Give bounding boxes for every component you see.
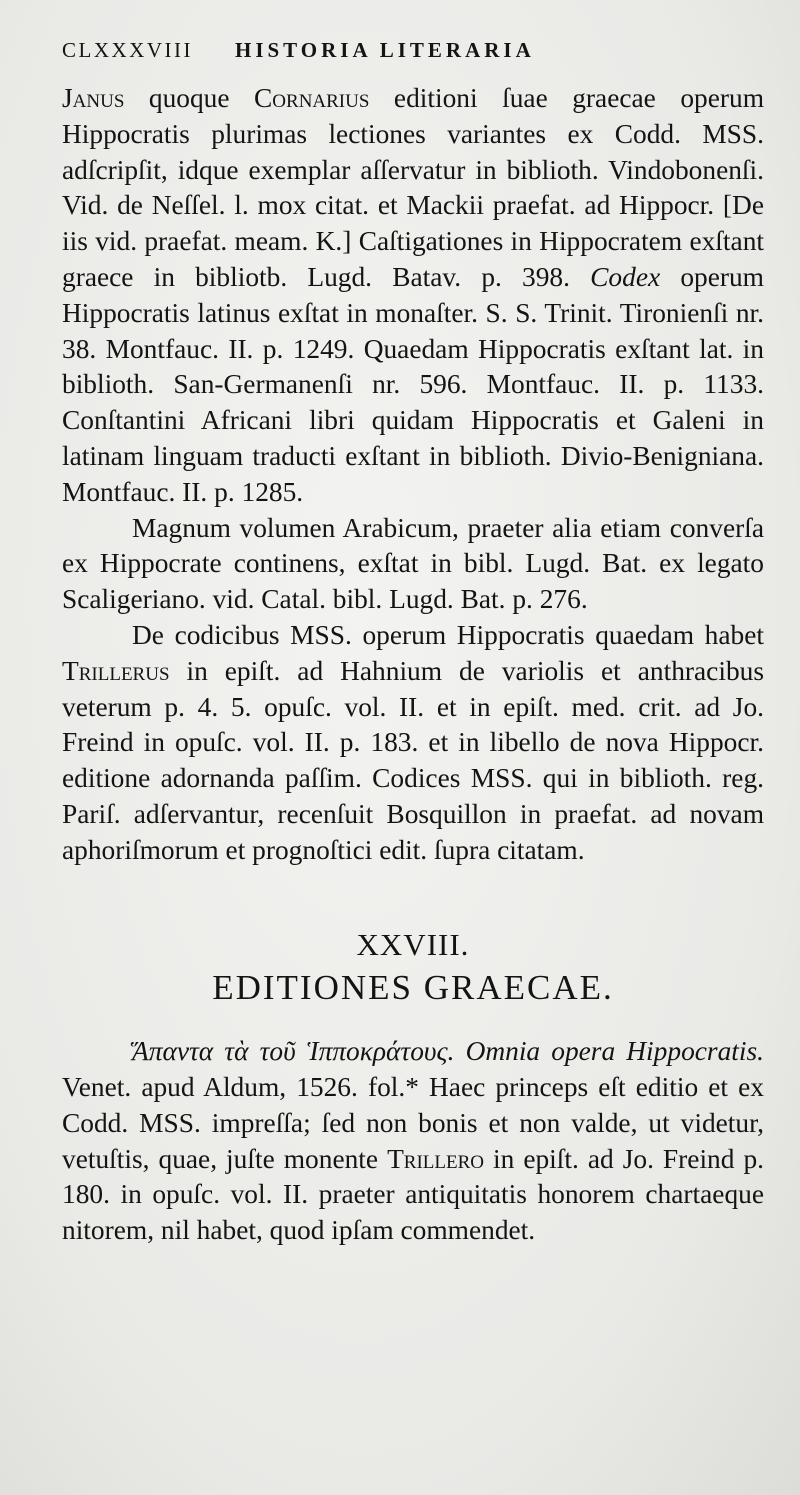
text-run: quoque bbox=[124, 83, 255, 113]
author-name-janus: Janus bbox=[62, 83, 125, 113]
paragraph-codices bbox=[62, 618, 764, 869]
text-run: in epiſt. ad Hahnium de variolis et anthracibus veterum p. 4. 5. opuſc. vol. II. et in epiſt. med. crit. ad Jo. Freind in opuſc. vol. II. p. 183. et in libello de nova Hippocr. editione adornanda paſſim. Codices MSS. qui in biblioth. reg. Pariſ. adſervantur, recenſuit Bosquillon in praefat. ad novam aphoriſmorum et prognoſtici edit. ſupra citatam. bbox=[62, 655, 764, 865]
text-run: in epiſt. ad Jo. Freind p. 180. in opuſc. vol. II. praeter antiquitatis honorem chartaeque nitorem, nil habet, quod ipſam commendet. bbox=[62, 1143, 764, 1246]
running-header bbox=[62, 38, 764, 63]
section-title: EDITIONES GRAECAE. bbox=[212, 968, 614, 1008]
text-run: De codicibus MSS. operum Hippocratis quaedam habet bbox=[132, 619, 764, 650]
running-title: HISTORIA LITERARIA bbox=[234, 38, 535, 62]
text-run: editioni ſuae graecae operum Hippocratis plurimas lectiones variantes ex Codd. MSS. adſcripſit, idque exemplar aſſervatur in biblioth. Vindobonenſi. Vid. de Neſſel. l. mox citat. et Mackii praefat. ad Hippocr. [De iis vid. praefat. meam. K.] Caſtigationes in Hippocratem exſtant graece in bibliotb. Lugd. Batav. p. 398. bbox=[62, 83, 764, 292]
text-run: Venet. apud Aldum, 1526. fol.* Haec princeps eſt editio et ex Codd. MSS. impreſſa; ſed non bonis et non valde, ut videtur, vetuſtis, quae, juſte monente bbox=[62, 1071, 764, 1174]
text-run: operum Hippocratis latinus exſtat in monaſter. S. S. Trinit. Tironienſi nr. 38. Montfauc. II. p. 1249. Quaedam Hippocratis exſtant lat. in biblioth. San-Germanenſi nr. 596. Montfauc. II. p. 1133. Conſtantini Africani libri quidam Hippocratis et Galeni in latinam linguam traducti exſtant in biblioth. Divio-Benigniana. Montfauc. II. p. 1285. bbox=[62, 261, 764, 507]
author-name-trillerus: Trillerus bbox=[62, 655, 170, 686]
codex-italic: Codex bbox=[590, 261, 661, 292]
section-number: XXVIII. bbox=[356, 926, 470, 962]
paragraph-cornarius bbox=[62, 81, 764, 511]
edition-title-italic: Ἅπαντα τὰ τοῦ Ἱπποκράτους. Omnia opera Hippocratis. bbox=[132, 1036, 764, 1067]
author-name-trillero: Trillero bbox=[387, 1143, 485, 1174]
paragraph-arabic-volume: Magnum volumen Arabicum, praeter alia etiam converſa ex Hippocrate continens, exſtat in bibl. Lugd. Bat. ex legato Scaligeriano. vid. Catal. bibl. Lugd. Bat. p. 276. bbox=[62, 512, 764, 615]
page-number: CLXXXVIII bbox=[62, 38, 193, 62]
paragraph-aldine-edition bbox=[62, 1034, 764, 1249]
body-text bbox=[62, 81, 764, 1249]
author-name-cornarius: Cornarius bbox=[254, 83, 370, 113]
